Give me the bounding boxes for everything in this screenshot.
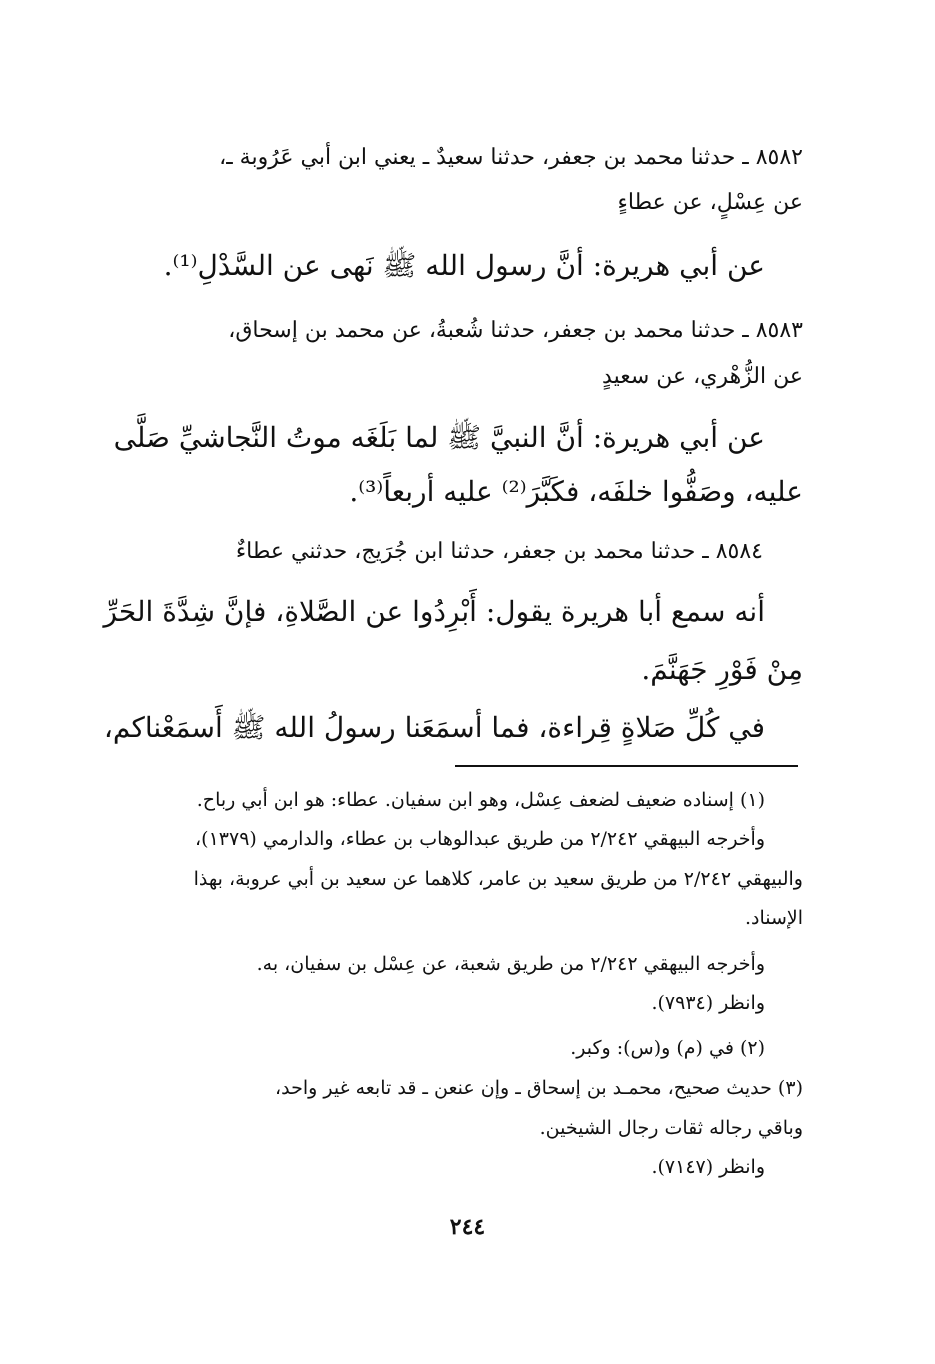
footnote-1-line-6: وانظر (٧٩٣٤).: [651, 992, 765, 1014]
hadith-8584-matn-line-1: أنه سمع أبا هريرة يقول: أَبْرِدُوا عن الصَّلاةِ، فإنَّ شِدَّةَ الحَرِّ: [103, 595, 765, 628]
footnote-1-line-4: الإسناد.: [744, 907, 803, 929]
footnote-2-line-1: (٢) في (م) و(س): وكبر.: [570, 1037, 765, 1059]
hadith-8582-chain-line-1: ٨٥٨٢ ـ حدثنا محمد بن جعفر، حدثنا سعيدٌ ـ يعني ابن أبي عَرُوبة ـ،: [219, 145, 803, 170]
footnote-1-line-3: والبيهقي ٢/٢٤٢ من طريق سعيد بن عامر، كلاهما عن سعيد بن أبي عروبة، بهذا: [193, 868, 803, 890]
footnote-divider: [455, 765, 798, 767]
hadith-8582-chain-line-2: عن عِسْلٍ، عن عطاءٍ: [617, 190, 803, 215]
footnote-1-line-1: (١) إسناده ضعيف لضعف عِسْل، وهو ابن سفيان. عطاء: هو ابن أبي رباح.: [196, 789, 765, 811]
hadith-8583-chain-line-2: عن الزُّهْري، عن سعيدٍ: [602, 364, 803, 389]
hadith-8584-matn-line-2: مِنْ فَوْرِ جَهَنَّمَ.: [641, 653, 803, 686]
page-number: ٢٤٤: [449, 1214, 486, 1240]
hadith-8583-matn-line-2: عليه، وصَفُّوا خلفَه، فكَبَّرَ⁽²⁾ عليه أربعاً⁽³⁾.: [349, 475, 803, 508]
footnote-1-line-5: وأخرجه البيهقي ٢/٢٤٢ من طريق شعبة، عن عِسْل بن سفيان، به.: [256, 953, 765, 975]
hadith-8583-chain-line-1: ٨٥٨٣ ـ حدثنا محمد بن جعفر، حدثنا شُعبةُ، عن محمد بن إسحاق،: [228, 318, 803, 343]
footnote-3-line-1: (٣) حديث صحيح، محمـد بن إسحاق ـ وإن عنعن ـ قد تابعه غير واحد،: [275, 1077, 803, 1099]
hadith-8583-matn-line-1: عن أبي هريرة: أنَّ النبيَّ ﷺ لما بَلَغَه موتُ النَّجاشيِّ صَلَّى: [113, 421, 765, 454]
hadith-8584-chain-line-1: ٨٥٨٤ ـ حدثنا محمد بن جعفر، حدثنا ابن جُرَيج، حدثني عطاءٌ: [235, 539, 763, 564]
hadith-8582-matn-line-1: عن أبي هريرة: أنَّ رسول الله ﷺ نَهى عن السَّدْلِ⁽¹⁾.: [163, 249, 765, 282]
hadith-8584-matn-line-3: في كُلِّ صَلاةٍ قِراءة، فما أسمَعَنا رسولُ الله ﷺ أَسمَعْناكم،: [103, 711, 765, 744]
footnote-1-line-2: وأخرجه البيهقي ٢/٢٤٢ من طريق عبدالوهاب بن عطاء، والدارمي (١٣٧٩)،: [195, 828, 765, 850]
footnote-3-line-2: وباقي رجاله ثقات رجال الشيخين.: [539, 1117, 803, 1139]
footnote-3-line-3: وانظر (٧١٤٧).: [651, 1156, 765, 1178]
